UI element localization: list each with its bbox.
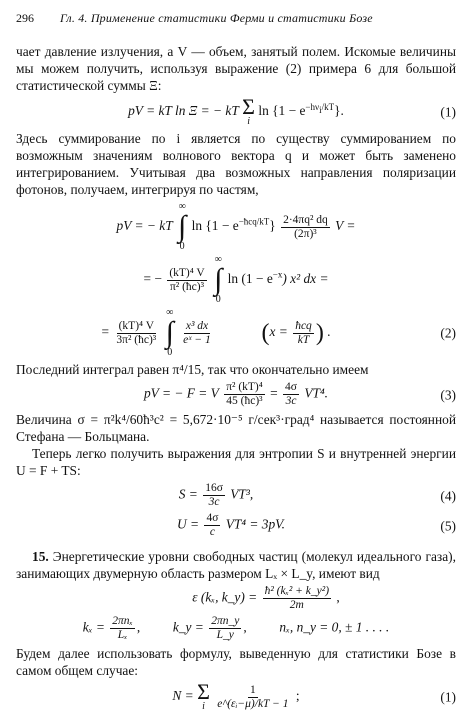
- eq7-ky-lhs: k_y =: [172, 619, 204, 635]
- eq3-fraction-1: [224, 381, 265, 408]
- eq3-mid: =: [270, 385, 278, 401]
- eq2-l1-frac-num: 2·4πq² dq: [283, 213, 328, 226]
- eq3-frac1-den: 45 (ħc)³: [226, 395, 263, 407]
- eq1-lhs: pV = kT ln Ξ = − kT: [128, 103, 239, 119]
- paragraph-2: Здесь суммирование по i является по существу суммированием по возможным значениям волнового вектора q и может быть заменено интегрированием. Учитывая два возможных направления поляризации фотонов, получаем, интегрируя по частям,: [16, 131, 456, 197]
- book-page: [16, 10, 456, 715]
- eq8-num: 1: [250, 683, 256, 696]
- eq8-tail: ;: [295, 688, 300, 704]
- eq4-number: (4): [440, 488, 456, 503]
- eq2-l1-upper: ∞: [178, 201, 186, 212]
- running-header: [16, 10, 456, 27]
- eq2-l3-sub-den: kT: [297, 333, 310, 346]
- equation-7: kₓ = $\frac{\text{2πnₓ}}{\text{Lₓ}}$ , k_y = $\frac{2\pi n\_y}{L\_y}$ , nₓ, n_y = 0, ± 1 . . . .: [82, 615, 390, 641]
- eq2-l3-sub-lhs: x =: [269, 324, 288, 340]
- eq2-l3-integrand: [181, 320, 213, 347]
- eq3-number: (3): [440, 387, 456, 402]
- eq2-l2-integral: ∞ ∫ 0: [214, 254, 223, 305]
- paragraph-4: Величина σ = π²k⁴/60ħ³c² = 5,672·10⁻⁵ г/сек³·град⁴ называется постоянной Стефана — Больцмана.: [16, 412, 456, 444]
- eq2-l2-fraction: [167, 267, 206, 294]
- eq4-rhs: VT³,: [230, 486, 254, 502]
- eq1-sum-index: i: [247, 116, 250, 127]
- eq3-frac1-num: π² (kT)⁴: [226, 381, 263, 393]
- equation-2-line-3: = $\frac{\text{(kT)⁴ V}}{\text{3π² (ħc)³}}$ ∞ ∫ 0 $\frac{\text{x³ dx}}{\text{eˣ − 1}}$ (x = $\frac{\text{ħcq}}{kT}$ ) . (2): [101, 307, 456, 358]
- eq6-tail: ,: [336, 589, 340, 605]
- eq2-l3-frac-den: 3π² (ħc)³: [116, 333, 157, 346]
- eq3-lhs: pV = − F = V: [143, 385, 219, 401]
- eq2-l3-int-num: x³ dx: [185, 319, 209, 332]
- eq2-l2-lead: = −: [143, 271, 162, 287]
- eq2-l3-upper: ∞: [166, 307, 174, 318]
- eq5-num: 4σ: [206, 512, 219, 524]
- eq2-l3-dot: .: [327, 324, 331, 340]
- eq2-number: (2): [440, 325, 456, 341]
- eq5-rhs: VT⁴ = 3pV.: [225, 516, 285, 532]
- equation-1: [16, 94, 456, 127]
- eq2-l1-close: }: [269, 218, 276, 234]
- equation-5: [16, 512, 456, 539]
- paragraph-6: Будем далее использовать формулу, выведенную для статистики Бозе в самом общем случае:: [16, 646, 456, 678]
- eq2-l1-fraction: [281, 214, 330, 241]
- eq2-l3-lower: 0: [167, 347, 173, 358]
- eq8-number: (1): [440, 689, 456, 705]
- eq7-ky-num: 2πn_y: [211, 615, 240, 627]
- paragraph-5: Теперь легко получить выражения для энтропии S и внутренней энергии U = F + TS:: [16, 446, 456, 478]
- eq4-fraction: [203, 482, 225, 509]
- eq2-l3-fraction: [114, 320, 158, 347]
- eq2-l1-integrand: ln {1 − e: [191, 218, 239, 234]
- eq3-rhs: VT⁴.: [304, 385, 328, 401]
- eq5-number: (5): [440, 518, 456, 533]
- eq2-l3-frac-num: (kT)⁴ V: [118, 319, 155, 332]
- eq5-fraction: [204, 512, 220, 539]
- eq1-exp-tail: /kT: [321, 101, 335, 112]
- eq4-lhs: S =: [178, 486, 198, 502]
- eq6-lhs: ε (kₓ, k_y) =: [192, 589, 258, 605]
- eq4-den: 3c: [208, 496, 220, 508]
- equation-2-line-2: [16, 255, 456, 305]
- eq2-l1-exp: −ħcq/kT: [238, 216, 270, 227]
- eq7-kx-fraction: [110, 615, 135, 642]
- eq2-l3-substitution: [293, 320, 314, 347]
- eq2-l1-tail: V =: [335, 218, 356, 234]
- eq3-frac2-den: 3c: [285, 395, 297, 407]
- eq8-den: e^(εᵢ−μ)/kT − 1: [217, 697, 289, 710]
- eq7-kx-num: 2πnₓ: [112, 615, 133, 627]
- eq6-fraction: [263, 585, 331, 612]
- eq2-l2-lower: 0: [215, 294, 221, 305]
- eq5-den: c: [209, 526, 215, 538]
- eq1-sum: Σ i: [242, 94, 255, 127]
- equation-6: [16, 585, 456, 612]
- eq2-l2-frac-den: π² (ħc)³: [169, 280, 205, 293]
- eq1-rhs: ln {1 − e: [258, 103, 306, 119]
- eq2-l2-exp: −x: [272, 269, 283, 280]
- eq3-frac2-num: 4σ: [285, 381, 297, 393]
- paragraph-3: Последний интеграл равен π⁴/15, так что окончательно имеем: [16, 362, 369, 377]
- eq8-sum: Σ i: [197, 679, 210, 712]
- eq2-l1-frac-den: (2π)³: [294, 227, 317, 240]
- equation-4: [16, 482, 456, 509]
- eq8-lhs: N =: [172, 688, 194, 704]
- running-title: Гл. 4. Применение статистики Ферми и статистики Бозе: [60, 11, 373, 25]
- eq7-ky-fraction: [209, 615, 241, 642]
- eq7-kx-den: Lₓ: [117, 629, 128, 641]
- eq7-ky-den: L_y: [216, 629, 234, 641]
- eq4-num: 16σ: [205, 482, 223, 494]
- eq6-den: 2m: [289, 599, 304, 611]
- problem-15: [16, 548, 456, 582]
- eq8-fraction: [215, 684, 290, 711]
- eq1-close: }.: [334, 103, 344, 119]
- problem-15-text: Энергетические уровни свободных частиц (молекул идеального газа), занимающих двумерную область размером Lₓ × L_y, имеют вид: [16, 549, 456, 581]
- equation-3: [16, 381, 456, 408]
- eq2-l2-upper: ∞: [214, 254, 222, 265]
- eq2-l3-integral: ∞ ∫ 0: [165, 307, 174, 358]
- eq6-num: ħ² (kₓ² + k_y²): [264, 585, 330, 597]
- eq7-kx-lhs: kₓ =: [82, 619, 105, 635]
- eq1-exp-sub: i: [319, 104, 322, 115]
- eq2-l1-lhs: pV = − kT: [116, 218, 173, 234]
- eq7-n-text: nₓ, n_y = 0, ± 1 . . . .: [279, 619, 390, 635]
- eq2-l1-lower: 0: [179, 241, 185, 252]
- eq8-sum-index: i: [202, 701, 205, 712]
- equation-2-line-1: [16, 202, 456, 252]
- eq1-number: (1): [440, 104, 456, 120]
- page-number: 296: [16, 11, 34, 25]
- eq2-l3-int-den: eˣ − 1: [183, 333, 211, 346]
- paragraph-1: чает давление излучения, а V — объем, занятый полем. Искомые величины мы можем получить, используя выражение (2) примера 6 для большой статистической суммы Ξ:: [16, 44, 456, 93]
- eq3-fraction-2: [283, 381, 299, 408]
- equation-8: [16, 679, 456, 712]
- eq2-l2-integrand: ln (1 − e: [227, 271, 273, 287]
- eq2-l1-integral: ∞ ∫ 0: [178, 201, 187, 252]
- eq2-l3-sub-num: ħcq: [295, 319, 312, 332]
- eq5-lhs: U =: [177, 516, 200, 532]
- problem-15-label: 15.: [32, 549, 49, 564]
- eq2-l2-frac-num: (kT)⁴ V: [169, 266, 205, 279]
- eq2-l3-lead: =: [101, 324, 110, 340]
- eq2-l2-tail: ) x² dx =: [282, 271, 329, 287]
- eq1-exp: −hν: [305, 101, 320, 112]
